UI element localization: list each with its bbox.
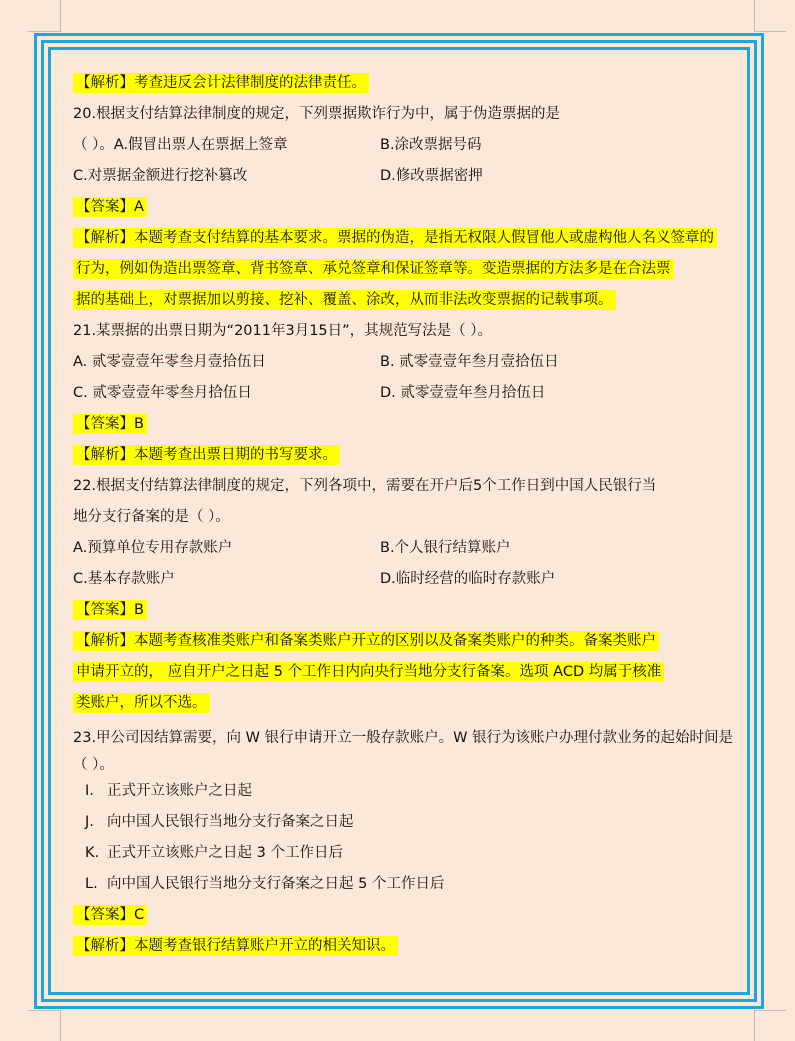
q23-stem-line1: 23.甲公司因结算需要，向 W 银行申请开立一般存款账户。W 银行为该账户办理付款业务的起始时间是 (73, 730, 734, 746)
q21-option-a: A. 贰零壹壹年零叁月壹拾伍日 (73, 354, 266, 370)
q22-option-a: A.预算单位专用存款账户 (73, 540, 233, 556)
q21-options-row2 (73, 378, 753, 409)
crop-mark-tl-h (28, 31, 60, 32)
q22-analysis-line2: 申请开立的， 应自开户之日起 5 个工作日内向央行当地分支行备案。选项 ACD 均属于核准 (73, 657, 753, 688)
q20-option-b: B.涂改票据号码 (380, 137, 482, 153)
q20-option-c: C.对票据金额进行挖补篡改 (73, 168, 248, 184)
q20-options-row2 (73, 161, 753, 192)
q21-option-d: D. 贰零壹壹年叁月拾伍日 (380, 385, 546, 401)
q20-stem-line1: 20.根据支付结算法律制度的规定，下列票据欺诈行为中，属于伪造票据的是 (73, 106, 561, 122)
q20-stem-line2-option-a: （ ）。A.假冒出票人在票据上签章 (73, 137, 288, 153)
q22-options-row2 (73, 564, 753, 595)
document-body (73, 68, 753, 962)
crop-mark-tr-v (754, 0, 755, 32)
q22-option-d: D.临时经营的临时存款账户 (380, 571, 556, 587)
q21-analysis: 【解析】本题考查出票日期的书写要求。 (73, 440, 753, 471)
crop-mark-br-v (754, 1010, 755, 1041)
q21-option-c: C. 贰零壹壹年零叁月拾伍日 (73, 385, 252, 401)
q20-options-row1 (73, 130, 753, 161)
crop-mark-tl-v (60, 0, 61, 32)
q23-analysis: 【解析】本题考查银行结算账户开立的相关知识。 (73, 931, 753, 962)
crop-mark-bl-h (28, 1010, 60, 1011)
crop-mark-bl-v (60, 1010, 61, 1041)
q20-analysis-line2: 行为，例如伪造出票签章、背书签章、承兑签章和保证签章等。变造票据的方法多是在合法票 (73, 254, 753, 285)
q21-stem: 21.某票据的出票日期为“2011年3月15日”，其规范写法是（ ）。 (73, 323, 493, 339)
q23-option-l: L. 向中国人民银行当地分支行备案之日起 5 个工作日后 (85, 876, 445, 892)
q20-analysis-line3: 据的基础上，对票据加以剪接、挖补、覆盖、涂改，从而非法改变票据的记载事项。 (73, 285, 753, 316)
q22-option-c: C.基本存款账户 (73, 571, 175, 587)
q20-analysis-line1: 【解析】本题考查支付结算的基本要求。票据的伪造，是指无权限人假冒他人或虚构他人名义签章的 (73, 223, 753, 254)
q21-answer: 【答案】B (73, 409, 753, 440)
q22-stem-line1: 22.根据支付结算法律制度的规定，下列各项中，需要在开户后5个工作日到中国人民银行当 (73, 478, 657, 494)
q21-option-b: B. 贰零壹壹年叁月壹拾伍日 (380, 354, 559, 370)
crop-mark-br-h (754, 1010, 786, 1011)
q22-analysis-line1: 【解析】本题考查核准类账户和备案类账户开立的区别以及备案类账户的种类。备案类账户 (73, 626, 753, 657)
q23-option-i: I. 正式开立该账户之日起 (85, 783, 252, 799)
crop-mark-tr-h (754, 31, 786, 32)
q21-options-row1 (73, 347, 753, 378)
q23-answer: 【答案】C (73, 900, 753, 931)
q22-stem-line2: 地分支行备案的是（ ）。 (73, 509, 230, 525)
q20-option-d: D.修改票据密押 (380, 168, 483, 184)
q22-options-row1 (73, 533, 753, 564)
q20-answer: 【答案】A (73, 192, 753, 223)
q19-analysis: 【解析】考查违反会计法律制度的法律责任。 (73, 68, 753, 99)
q22-analysis-line3: 类账户，所以不选。 (73, 688, 753, 719)
q22-option-b: B.个人银行结算账户 (380, 540, 511, 556)
q22-answer: 【答案】B (73, 595, 753, 626)
q23-option-j: J. 向中国人民银行当地分支行备案之日起 (85, 814, 354, 830)
q23-option-k: K. 正式开立该账户之日起 3 个工作日后 (85, 845, 343, 861)
q23-stem-line2: （ ）。 (73, 757, 114, 773)
